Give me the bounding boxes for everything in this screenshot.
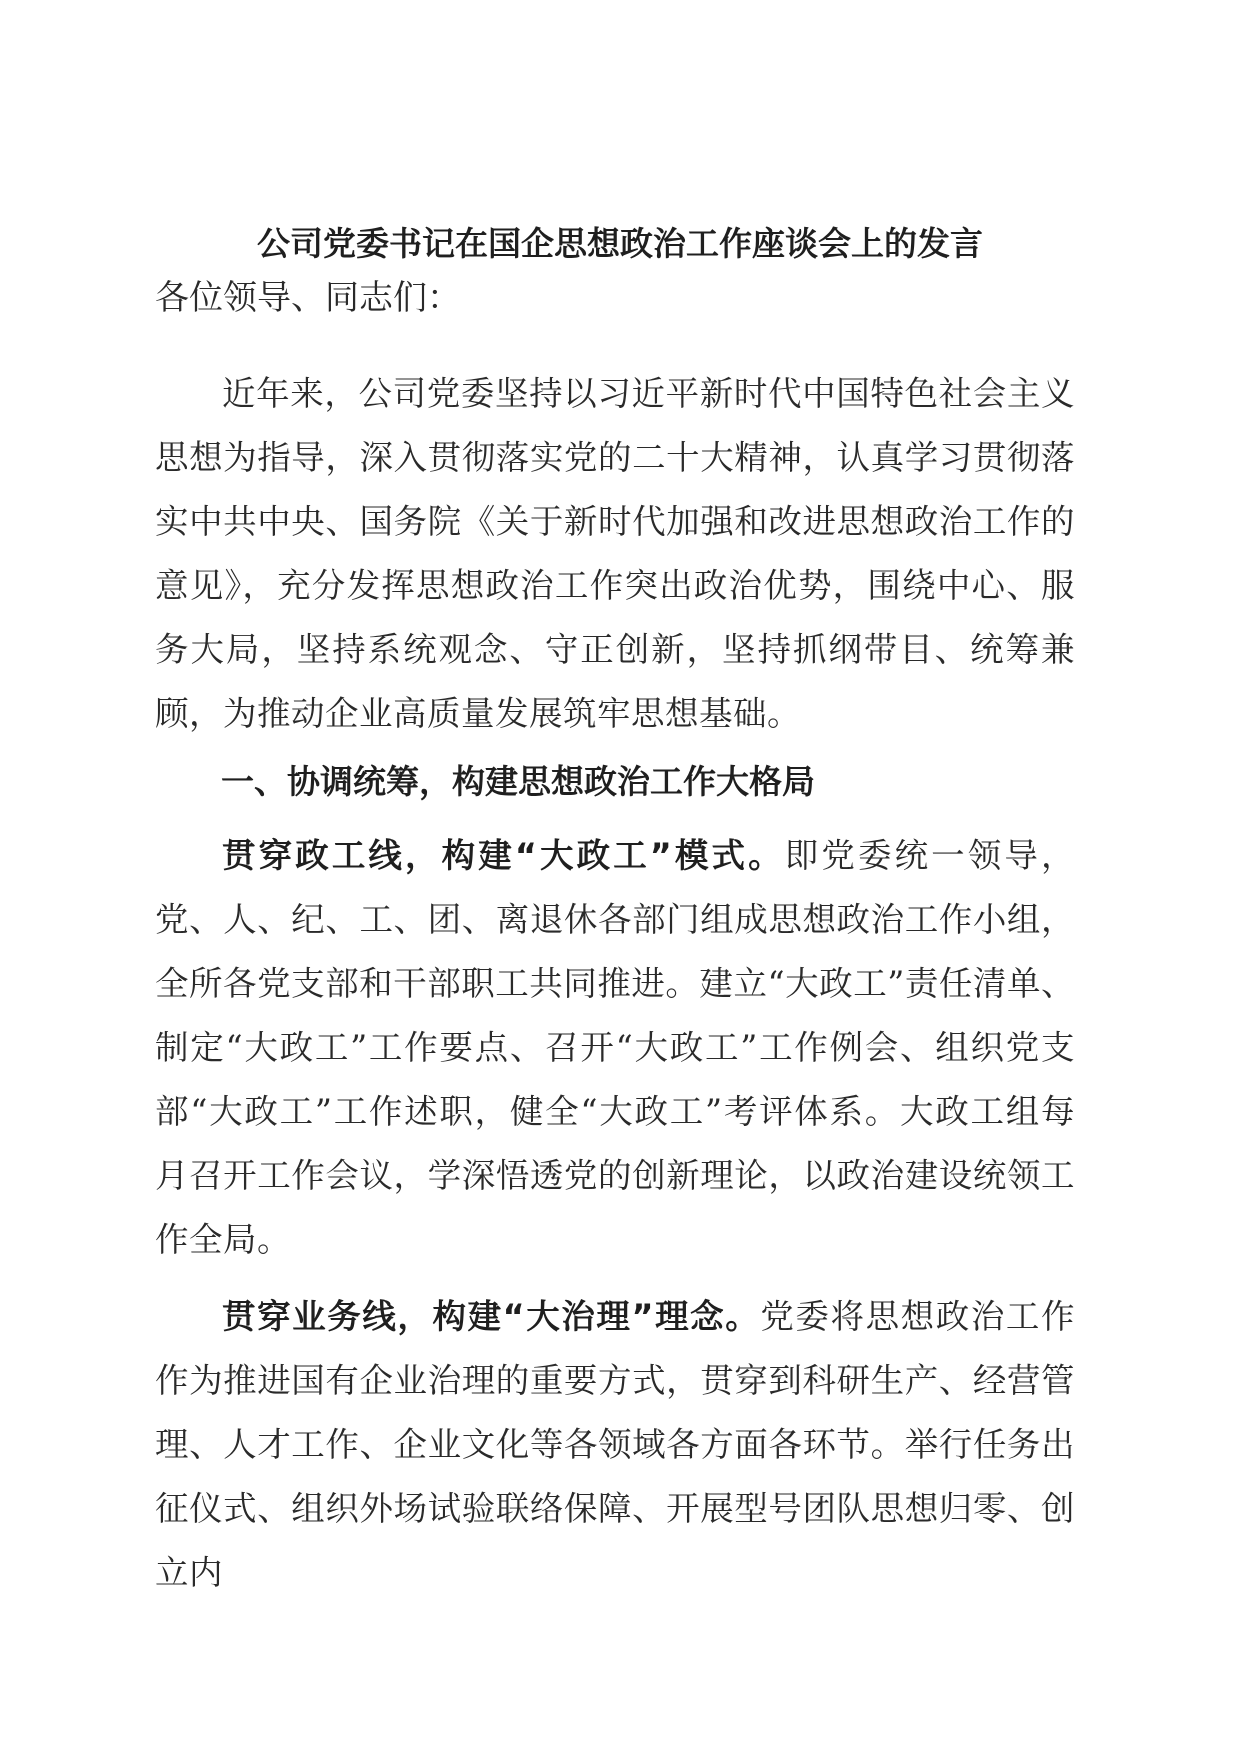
paragraph-text: 即党委统一领导，党、人、纪、工、团、离退休各部门组成思想政治工作小组，全所各党支部和干部职工共同推进。建立“大政工”责任清单、制定“大政工”工作要点、召开“大政工”工作例会、组织党支部“大政工”工作述职，健全“大政工”考评体系。大政工组每月召开工作会议，学深悟透党的创新理论，以政治建设统领工作全局。 (155, 836, 1075, 1259)
section-heading: 一、协调统筹，构建思想政治工作大格局 (221, 762, 815, 801)
paragraph-lead: 贯穿政工线，构建“大政工”模式。 (222, 836, 785, 875)
paragraph-text: 党委将思想政治工作作为推进国有企业治理的重要方式，贯穿到科研生产、经营管理、人才工作、企业文化等各领域各方面各环节。举行任务出征仪式、组织外场试验联络保障、开展型号团队思想归零、创立内 (155, 1297, 1075, 1592)
body-paragraph (155, 1285, 1075, 1605)
salutation: 各位领导、同志们： (155, 278, 461, 318)
paragraph-lead: 贯穿业务线，构建“大治理”理念。 (222, 1297, 761, 1336)
body-paragraph (155, 824, 1075, 1272)
document-title: 公司党委书记在国企思想政治工作座谈会上的发言 (257, 224, 983, 263)
intro-paragraph: 近年来，公司党委坚持以习近平新时代中国特色社会主义思想为指导，深入贯彻落实党的二十大精神，认真学习贯彻落实中共中央、国务院《关于新时代加强和改进思想政治工作的意见》，充分发挥思想政治工作突出政治优势，围绕中心、服务大局，坚持系统观念、守正创新，坚持抓纲带目、统筹兼顾，为推动企业高质量发展筑牢思想基础。 (155, 374, 1075, 733)
